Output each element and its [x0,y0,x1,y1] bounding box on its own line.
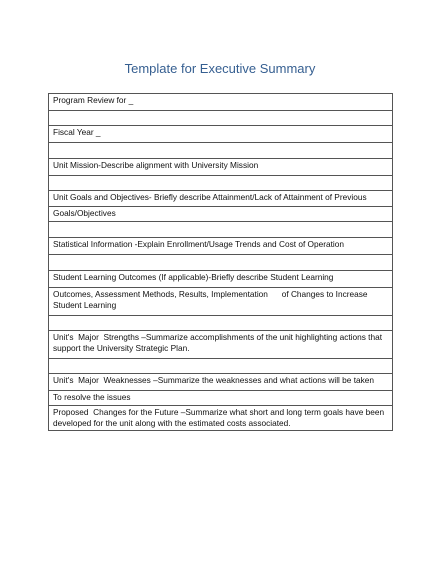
table-row [49,143,393,159]
table-row [49,176,393,191]
blank-row[interactable] [49,359,393,374]
table-row [49,238,393,255]
table-row [49,406,393,431]
table-row [49,255,393,271]
table-row [49,222,393,238]
table-row [49,391,393,406]
table-row [49,288,393,316]
row-outcomes-assessment[interactable]: Outcomes, Assessment Methods, Results, Implementation of Changes to Increase Student Learning [49,288,393,316]
row-statistical-information[interactable]: Statistical Information -Explain Enrollment/Usage Trends and Cost of Operation [49,238,393,255]
table-row [49,271,393,288]
blank-row[interactable] [49,255,393,271]
blank-row[interactable] [49,176,393,191]
row-fiscal-year[interactable]: Fiscal Year _ [49,126,393,143]
row-program-review[interactable]: Program Review for _ [49,94,393,111]
summary-table [48,93,393,431]
row-major-strengths[interactable]: Unit's Major Strengths –Summarize accomplishments of the unit highlighting actions that support the University Strategic Plan. [49,331,393,359]
row-unit-mission[interactable]: Unit Mission-Describe alignment with University Mission [49,159,393,176]
row-resolve-issues[interactable]: To resolve the issues [49,391,393,406]
table-row [49,94,393,111]
row-student-learning[interactable]: Student Learning Outcomes (If applicable)-Briefly describe Student Learning [49,271,393,288]
row-major-weaknesses[interactable]: Unit's Major Weaknesses –Summarize the weaknesses and what actions will be taken [49,374,393,391]
table-row [49,331,393,359]
table-row [49,159,393,176]
row-unit-goals[interactable]: Unit Goals and Objectives- Briefly describe Attainment/Lack of Attainment of Previous [49,191,393,207]
table-row [49,374,393,391]
row-proposed-changes[interactable]: Proposed Changes for the Future –Summarize what short and long term goals have been developed for the unit along with the estimated costs associated. [49,406,393,431]
blank-row[interactable] [49,143,393,159]
page-title: Template for Executive Summary [124,61,316,76]
blank-row[interactable] [49,111,393,126]
table-row [49,126,393,143]
table-row [49,191,393,207]
row-goals-objectives[interactable]: Goals/Objectives [49,207,393,222]
table-row [49,207,393,222]
table-row [49,359,393,374]
table-row [49,316,393,331]
blank-row[interactable] [49,316,393,331]
table-row [49,111,393,126]
blank-row[interactable] [49,222,393,238]
